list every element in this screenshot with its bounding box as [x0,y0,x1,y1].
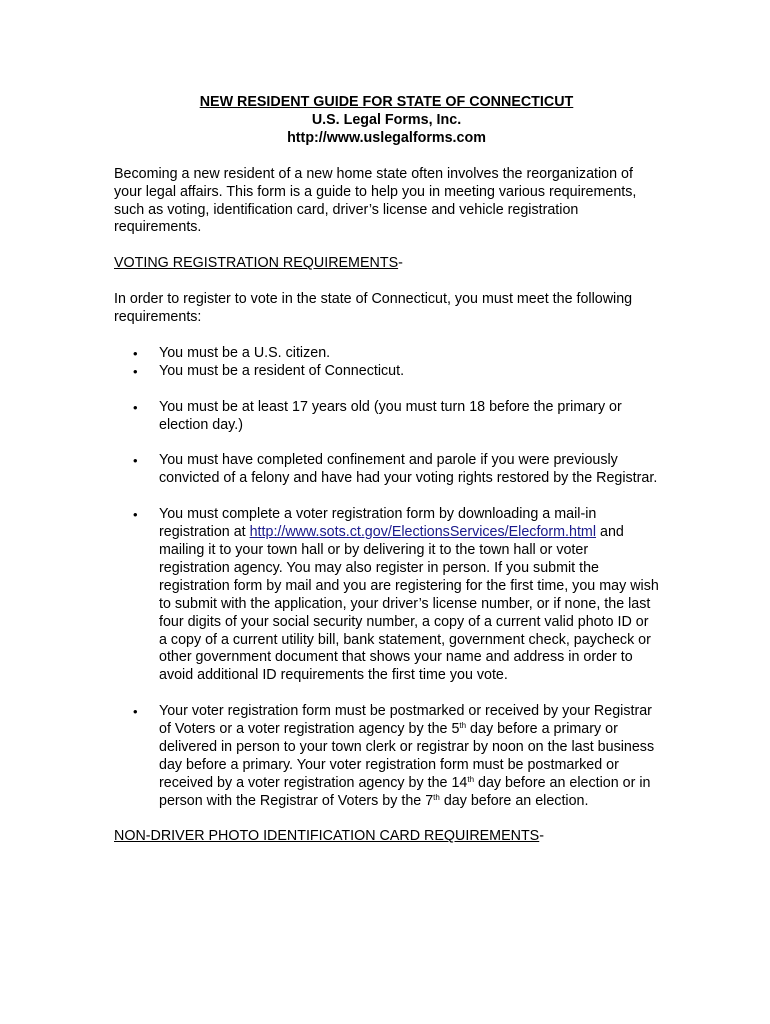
list-item [114,703,659,810]
intro-paragraph: Becoming a new resident of a new home state often involves the reorganization of your legal affairs. This form is a guide to help you in meeting various requirements, such as voting, identification card, driver’s license and vehicle registration requirements. [114,165,637,236]
item6-text-b: day before a primary or delivered in person to your town clerk or registrar by noon on the last business day before a primary. Your voter registration form must be postmarked or received by a voter registration agency by the 14 [159,721,655,791]
document-header [114,94,659,148]
voting-section-heading [114,255,659,273]
bullet-icon: • [133,453,138,469]
company-website: http://www.uslegalforms.com [287,129,486,146]
document-page [114,94,659,846]
bullet-icon: • [133,704,138,720]
item5-text-before: You must complete a voter registration form by downloading a mail-in registration at [159,506,597,541]
list-item-text: You must be at least 17 years old (you must turn 18 before the primary or election day.) [159,398,622,433]
item6-text-a: Your voter registration form must be postmarked or received by your Registrar of Voters or a voter registration agency by the 5 [159,703,652,738]
election-form-link[interactable]: http://www.sots.ct.gov/ElectionsServices/Elecform.html [249,524,597,541]
bullet-icon: • [133,507,138,523]
item6-text-d: day before an election. [439,792,589,809]
list-item [114,345,659,363]
list-item [114,399,659,435]
item5-text-after: and mailing it to your town hall or by delivering it to the town hall or voter registration agency. You may also register in person. If you submit the registration form by mail and you are registering for the first time, you may wish to submit with the application, your driver’s license number, or if none, the last four digits of your social security number, a copy of a current valid photo ID or a copy of a current utility bill, bank statement, government check, paycheck or other government document that shows your name and address in order to avoid additional ID requirements the first time you vote. [159,524,659,684]
list-item [114,363,659,381]
id-card-heading-text: NON-DRIVER PHOTO IDENTIFICATION CARD REQUIREMENTS [114,828,540,845]
bullet-icon: • [133,346,138,362]
ordinal-suffix: th [459,721,467,731]
list-item-text: You must have completed confinement and parole if you were previously convicted of a felony and have had your voting rights restored by the Registrar. [159,452,658,487]
item6-text-c: day before an election or in person with the Registrar of Voters by the 7 [159,774,651,809]
list-item [114,506,659,685]
ordinal-suffix: th [433,792,440,802]
list-item [114,452,659,488]
list-item-text [159,703,654,809]
id-card-heading-suffix: - [539,828,544,845]
list-item-text: You must be a U.S. citizen. [159,345,331,362]
voting-heading-suffix: - [398,255,403,272]
id-card-section-heading [114,828,659,846]
voting-requirements-intro: In order to register to vote in the state of Connecticut, you must meet the following requirements: [114,291,633,326]
bullet-icon: • [133,363,138,379]
document-title: NEW RESIDENT GUIDE FOR STATE OF CONNECTICUT [199,94,574,110]
bullet-icon: • [133,399,138,415]
voting-requirements-list [114,345,659,811]
ordinal-suffix: th [467,774,475,784]
list-item-text [159,506,659,683]
company-name: U.S. Legal Forms, Inc. [311,111,462,128]
list-item-text: You must be a resident of Connecticut. [159,362,405,379]
voting-heading-text: VOTING REGISTRATION REQUIREMENTS [114,255,399,272]
